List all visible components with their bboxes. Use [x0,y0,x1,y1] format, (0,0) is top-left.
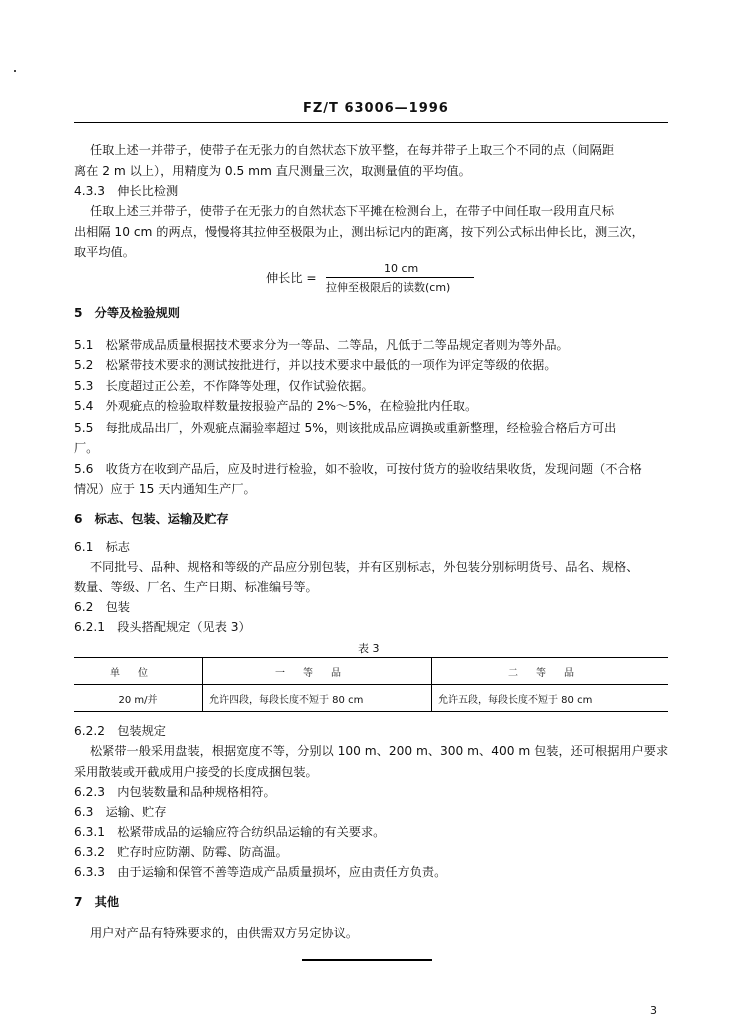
heading-6-1: 6.1 标志 [74,540,130,554]
heading-section-5: 5 分等及检验规则 [74,306,180,320]
item-5-5-line-2: 厂。 [74,441,99,455]
end-rule [302,959,432,961]
scan-speck [14,70,16,72]
page-number: 3 [650,1004,657,1017]
para-4-3-3-line-1: 任取上述三并带子，使带子在无张力的自然状态下平摊在检测台上，在带子中间任取一段用直尺标 [90,204,615,218]
table-cell-first-grade: 允许四段，每段长度不短于 80 cm [203,685,432,712]
heading-6-2: 6.2 包装 [74,600,130,614]
table-header-first-grade: 一等品 [203,658,432,685]
para-4-3-2-line-1: 任取上述一并带子，使带子在无张力的自然状态下放平整，在每并带子上取三个不同的点（间隔距 [90,143,615,157]
heading-6-2-2: 6.2.2 包装规定 [74,724,166,738]
item-5-6-line-1: 5.6 收货方在收到产品后，应及时进行检验，如不验收，可按付货方的验收结果收货，发现问题（不合格 [74,462,642,476]
item-5-6-line-2: 情况）应于 15 天内通知生产厂。 [74,482,256,496]
heading-section-7: 7 其他 [74,895,120,909]
table-cell-unit: 20 m/并 [74,685,203,712]
formula-numerator: 10 cm [384,262,419,275]
para-6-2-2-line-2: 采用散装或开截成用户接受的长度成捆包装。 [74,765,318,779]
table-row [74,685,668,712]
formula-lhs: 伸长比 = [266,271,317,285]
item-6-3-2: 6.3.2 贮存时应防潮、防霉、防高温。 [74,845,288,859]
item-5-1: 5.1 松紧带成品质量根据技术要求分为一等品、二等品，凡低于二等品规定者则为等外品。 [74,338,569,352]
table-3 [74,657,668,712]
item-6-2-3: 6.2.3 内包装数量和品种规格相符。 [74,785,276,799]
table-header-second-grade: 二等品 [432,658,669,685]
item-6-3-1: 6.3.1 松紧带成品的运输应符合纺织品运输的有关要求。 [74,825,386,839]
para-6-1-line-2: 数量、等级、厂名、生产日期、标准编号等。 [74,580,318,594]
item-6-3-3: 6.3.3 由于运输和保管不善等造成产品质量损坏，应由责任方负责。 [74,865,447,879]
header-rule [74,122,668,123]
para-4-3-3-line-2: 出相隔 10 cm 的两点，慢慢将其拉伸至极限为止，测出标记内的距离，按下列公式标出伸长比，测三次， [74,225,644,239]
formula-fraction-bar [326,277,474,278]
para-section-7: 用户对产品有特殊要求的，由供需双方另定协议。 [90,926,359,940]
table-3-title: 表 3 [358,642,380,655]
heading-6-3: 6.3 运输、贮存 [74,805,167,819]
heading-6-2-1: 6.2.1 段头搭配规定（见表 3） [74,620,251,634]
table-header-unit: 单位 [74,658,203,685]
para-6-1-line-1: 不同批号、品种、规格和等级的产品应分别包装，并有区别标志，外包装分别标明货号、品名、规格、 [90,560,639,574]
item-5-5-line-1: 5.5 每批成品出厂，外观疵点漏验率超过 5%，则该批成品应调换或重新整理，经检验合格后方可出 [74,421,617,435]
para-4-3-2-line-2: 离在 2 m 以上），用精度为 0.5 mm 直尺测量三次，取测量值的平均值。 [74,164,471,178]
item-5-2: 5.2 松紧带技术要求的测试按批进行，并以技术要求中最低的一项作为评定等级的依据。 [74,358,557,372]
item-5-4: 5.4 外观疵点的检验取样数量按报验产品的 2%～5%，在检验批内任取。 [74,399,478,413]
para-6-2-2-line-1: 松紧带一般采用盘装，根据宽度不等，分别以 100 m、200 m、300 m、400 m 包装，还可根据用户要求 [90,744,669,758]
standard-code-header: FZ/T 63006—1996 [303,101,449,116]
heading-section-6: 6 标志、包装、运输及贮存 [74,512,229,526]
heading-4-3-3: 4.3.3 伸长比检测 [74,184,179,198]
para-4-3-3-line-3: 取平均值。 [74,245,135,259]
item-5-3: 5.3 长度超过正公差，不作降等处理，仅作试验依据。 [74,379,374,393]
table-header-row [74,658,668,685]
table-cell-second-grade: 允许五段，每段长度不短于 80 cm [432,685,669,712]
formula-denominator: 拉伸至极限后的读数(cm) [326,281,451,294]
